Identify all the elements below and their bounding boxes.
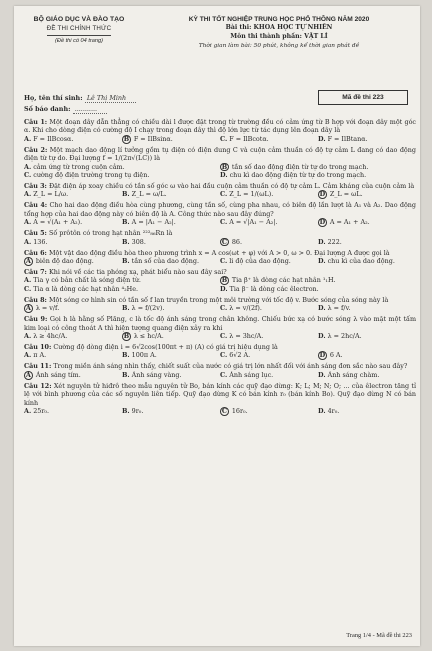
question-11 (24, 362, 416, 379)
answer-option[interactable]: C. Z_L = 1/(ωL). (220, 190, 274, 199)
answer-option[interactable]: C. λ = v/(2f). (220, 304, 262, 313)
answer-option[interactable]: A. A = √(A₁ + A₂). (24, 218, 83, 227)
answer-option[interactable]: D A = A₁ + A₂. (319, 218, 370, 227)
candidate-id-value: ........... (73, 105, 107, 114)
answer-option[interactable]: A. 136. (24, 237, 48, 246)
answer-option[interactable]: B λ ≤ hc/A. (123, 331, 164, 340)
exam-page (14, 6, 420, 646)
question-stem: Câu 1: Một đoạn dây dẫn thẳng có chiều dài l được đặt trong từ trường đều có cảm ứng từ B hợp với đoạn dây một góc α. Khi cho dòng điện có cường độ I chạy trong đoạn dây thì độ lớn lực từ tác dụng lên đoạn dây là (24, 118, 417, 135)
circled-answer-letter: B (221, 276, 228, 285)
answer-letter: C. (220, 304, 228, 313)
question-8 (24, 296, 416, 313)
answer-letter: C. (220, 370, 228, 379)
candidate-info (24, 94, 136, 117)
candidate-name-row (24, 94, 136, 102)
circled-answer-letter: B (123, 134, 130, 143)
subject-name: Môn thi thành phần: VẬT LÍ (230, 32, 328, 40)
answer-option[interactable]: C. 6√2 A. (220, 351, 251, 360)
answer-option[interactable]: B. 9r₀. (122, 406, 144, 415)
answer-letter: D. (220, 285, 228, 294)
answer-option[interactable]: B tần số dao động điện từ tự do trong mạch. (221, 162, 369, 171)
question-stem: Câu 2: Một mạch dao động lí tưởng gồm tụ điện có điện dung C và cuộn cảm thuần có độ tự cảm L đang có dao động điện từ tự do. Đại lượng f = 1/(2π√(LC)) là (24, 145, 416, 163)
answer-options (24, 304, 416, 313)
answer-letter: D. (318, 256, 326, 265)
answer-letter: A. (24, 406, 32, 415)
answer-option[interactable]: A. π A. (24, 351, 47, 360)
answer-option[interactable]: D. chu kì dao động điện từ tự do trong mạch. (220, 171, 367, 180)
answer-letter: D. (318, 134, 326, 143)
answer-option[interactable]: C 86. (221, 237, 242, 246)
answer-option[interactable]: C. A = √|A₁ − A₂|. (220, 218, 278, 227)
answer-option[interactable]: B. A = |A₁ − A₂|. (122, 218, 176, 227)
answer-letter: C. (24, 171, 32, 180)
answer-letter: C. (220, 256, 228, 265)
answer-option[interactable]: C. λ = 3hc/A. (220, 331, 264, 340)
answer-option[interactable]: D. Tia β⁻ là dòng các êlectron. (220, 285, 319, 294)
question-stem: Câu 3: Đặt điện áp xoay chiều có tần số góc ω vào hai đầu cuộn cảm thuần có độ tự cảm L. Cảm kháng của cuộn cảm là (24, 182, 415, 190)
question-5 (24, 229, 416, 246)
question-7 (24, 268, 416, 294)
answer-option[interactable]: A Ánh sáng tím. (25, 370, 81, 379)
answer-option[interactable]: D. Ánh sáng chàm. (318, 370, 380, 379)
question-stem: Câu 9: Gọi h là hằng số Plăng, c là tốc độ ánh sáng trong chân không. Chiếu bức xạ có bước sóng λ vào mặt một tấm kim loại có công thoát A thì hiện tượng quang điện xảy ra khi (24, 315, 417, 332)
question-list (24, 118, 416, 418)
time-note: Thời gian làm bài: 50 phút, không kể thời gian phát đề (198, 43, 360, 50)
answer-letter: C. (220, 218, 228, 227)
answer-letter: B. (122, 237, 130, 246)
circled-answer-letter: B (123, 331, 130, 340)
answer-options (24, 371, 416, 380)
answer-letter: A. (24, 331, 32, 340)
answer-letter: C. (220, 190, 228, 199)
answer-options (24, 276, 416, 293)
answer-option[interactable]: D. λ = 2hc/A. (318, 331, 362, 340)
answer-letter: D. (318, 304, 326, 313)
answer-option[interactable]: D. 4r₀. (318, 406, 340, 415)
answer-options (24, 190, 416, 199)
answer-option[interactable]: A. F = IlBcosα. (24, 134, 74, 143)
answer-letter: D. (220, 171, 228, 180)
page-footer: Trang 1/4 - Mã đề thi 223 (346, 631, 412, 639)
answer-letter: B. (122, 351, 130, 360)
answer-letter: D. (318, 370, 326, 379)
candidate-name-value: Lê Thị Minh (85, 94, 136, 103)
answer-options (24, 163, 416, 180)
answer-option[interactable]: A biên độ dao động. (25, 256, 94, 265)
answer-option[interactable]: B Tia β⁺ là dòng các hạt nhân ¹₁H. (221, 276, 336, 285)
answer-option[interactable]: A λ = v/f. (25, 304, 60, 313)
answer-option[interactable]: B. λ = f/(2v). (122, 304, 165, 313)
answer-letter: C. (24, 285, 32, 294)
question-stem: Câu 6: Một vật dao động điều hòa theo phương trình x = A cos(ωt + φ) với A > 0, ω > 0. Đại lượng A được gọi là (24, 248, 390, 257)
pages-note: (Đề thi có 04 trang) (55, 37, 103, 44)
answer-option[interactable]: C. Tia α là dòng các hạt nhân ⁴₂He. (24, 285, 139, 294)
answer-option[interactable]: C. Ánh sáng lục. (220, 370, 274, 379)
question-4 (24, 201, 416, 227)
test-name: Bài thi: KHOA HỌC TỰ NHIÊN (225, 24, 333, 32)
answer-options (24, 407, 416, 416)
answer-option[interactable]: C. cường độ điện trường trong tụ điện. (24, 171, 150, 180)
answer-options (24, 218, 416, 227)
answer-letter: C. (220, 331, 228, 340)
answer-option[interactable]: B F = IlBsinα. (123, 134, 173, 143)
official-exam-label: ĐỀ THI CHÍNH THỨC (47, 25, 112, 35)
question-stem: Câu 7: Khi nói về các tia phóng xạ, phát biểu nào sau đây sai? (24, 267, 227, 276)
question-stem: Câu 8: Một sóng cơ hình sin có tần số f lan truyền trong một môi trường với tốc độ v. Bước sóng của sóng này là (24, 295, 389, 304)
question-3 (24, 182, 416, 199)
answer-option[interactable]: A. Z_L = L/ω. (24, 190, 69, 199)
answer-options (24, 351, 416, 360)
circled-answer-letter: D (319, 190, 326, 199)
answer-option[interactable]: A. cảm ứng từ trong cuộn cảm. (24, 162, 125, 171)
answer-letter: A. (24, 190, 32, 199)
circled-answer-letter: C (221, 406, 227, 415)
circled-answer-letter: A (25, 256, 31, 265)
answer-letter: A. (24, 218, 32, 227)
ministry-name: BỘ GIÁO DỤC VÀ ĐÀO TẠO (33, 16, 125, 23)
answer-option[interactable]: D. F = IlBtanα. (318, 134, 368, 143)
answer-letter: B. (122, 406, 130, 415)
answer-option[interactable]: D. 222. (318, 237, 342, 246)
question-2 (24, 146, 416, 180)
answer-letter: B. (122, 190, 130, 199)
answer-option[interactable]: D 6 A. (319, 351, 343, 360)
answer-letter: A. (24, 162, 32, 171)
answer-option[interactable]: B. 100π A. (122, 351, 157, 360)
question-12 (24, 382, 416, 416)
answer-letter: A. (24, 351, 32, 360)
answer-option[interactable]: A. λ ≥ 4hc/A. (24, 331, 68, 340)
question-1 (24, 118, 416, 144)
answer-option[interactable]: D Z_L = ωL. (319, 190, 363, 199)
candidate-id-label: Số báo danh: (24, 105, 71, 114)
candidate-name-label: Họ, tên thí sinh: (24, 94, 83, 102)
circled-answer-letter: B (221, 162, 228, 171)
answer-options (24, 135, 416, 144)
question-stem: Câu 10: Cường độ dòng điện i = 6√2cos(100πt + π) (A) có giá trị hiệu dụng là (24, 342, 278, 351)
answer-options (24, 238, 416, 247)
question-9 (24, 315, 416, 341)
answer-letter: C. (220, 351, 228, 360)
circled-answer-letter: A (25, 304, 31, 313)
question-10 (24, 343, 416, 360)
answer-options (24, 332, 416, 341)
circled-answer-letter: A (25, 370, 31, 379)
answer-letter: B. (122, 304, 130, 313)
answer-option[interactable]: A. 25r₀. (24, 406, 49, 415)
answer-letter: B. (122, 256, 130, 265)
answer-option[interactable]: B. Z_L = ω/L. (122, 190, 167, 199)
answer-letter: B. (122, 370, 130, 379)
circled-answer-letter: D (319, 218, 326, 227)
answer-option[interactable]: D. chu kì của dao động. (318, 256, 395, 265)
exam-code-box: Mã đề thi 223 (318, 90, 408, 105)
answer-option[interactable]: B. Ánh sáng vàng. (122, 370, 182, 379)
answer-option[interactable]: B. 308. (122, 237, 146, 246)
answer-options (24, 257, 416, 266)
answer-option[interactable]: C. F = IlBcotα. (220, 134, 269, 143)
question-stem: Câu 12: Xét nguyên tử hiđrô theo mẫu nguyên tử Bo, bán kính các quỹ đạo dừng: K; L; M; N; O; ... của êlectron tăng tỉ lệ với bình phương của các số nguyên liên tiếp. Quỹ đạo dừng K có bán kính r₀ (bán kính Bo). Quỹ đạo dừng N có bán kính (24, 381, 416, 407)
answer-option[interactable]: A. Tia γ có bản chất là sóng điện từ. (24, 276, 141, 285)
answer-letter: D. (318, 237, 326, 246)
answer-letter: B. (122, 218, 130, 227)
exam-title: KỲ THI TỐT NGHIỆP TRUNG HỌC PHỔ THÔNG NĂM 2020 (188, 16, 370, 23)
header-left (20, 16, 138, 45)
candidate-id-row (24, 105, 136, 113)
question-6 (24, 249, 416, 266)
answer-option[interactable]: C. li độ của dao động. (220, 256, 291, 265)
circled-answer-letter: D (319, 351, 326, 360)
answer-letter: A. (24, 276, 32, 285)
answer-option[interactable]: C 16r₀. (221, 406, 248, 415)
answer-letter: A. (24, 237, 32, 246)
answer-letter: D. (318, 331, 326, 340)
question-stem: Câu 4: Cho hai dao động điều hòa cùng phương, cùng tần số, cùng pha nhau, có biên độ lần lượt là A₁ và A₂. Dao động tổng hợp của hai dao động này có biên độ là A. Công thức nào sau đây đúng? (24, 201, 416, 218)
answer-letter: C. (220, 134, 228, 143)
answer-letter: D. (318, 406, 326, 415)
answer-option[interactable]: D. λ = f/v. (318, 304, 351, 313)
answer-letter: A. (24, 134, 32, 143)
header-right (144, 16, 414, 51)
circled-answer-letter: C (221, 237, 227, 246)
question-stem: Câu 5: Số prôtôn có trong hạt nhân ²²²₈₆Rn là (24, 229, 173, 238)
question-stem: Câu 11: Trong miền ánh sáng nhìn thấy, chiết suất của nước có giá trị lớn nhất đối với ánh sáng đơn sắc nào sau đây? (24, 362, 408, 371)
answer-option[interactable]: B. tần số của dao động. (122, 256, 200, 265)
